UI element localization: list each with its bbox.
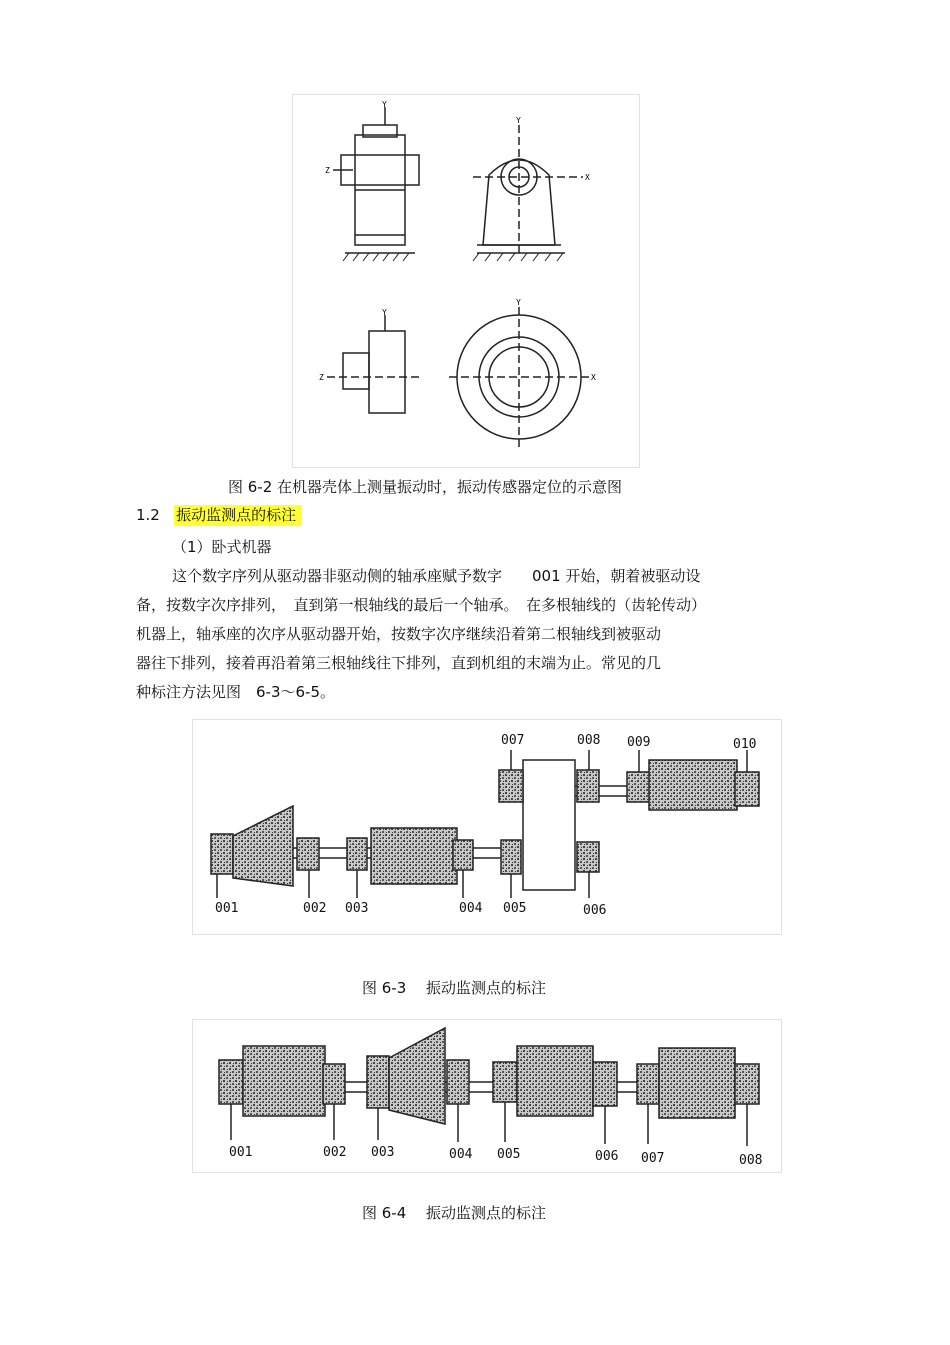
figure-6-2 [292,94,640,468]
label-6-4-006: 006 [595,1149,619,1164]
driver-machine [243,1046,325,1116]
label-6-3-009: 009 [627,735,651,750]
axis-label-z-3: Z [319,373,324,382]
axis-label-z-1: Z [325,166,330,175]
axis-label-y-4: Y [516,298,521,307]
bearing-003 [347,838,367,870]
axis-label-y-3: Y [382,308,387,317]
bearing-6-4-008 [735,1064,759,1104]
driven-machine-2 [649,760,737,810]
bearing-004 [453,840,473,870]
bearing-001 [211,834,233,874]
label-6-4-001: 001 [229,1145,253,1160]
label-6-3-007: 007 [501,733,525,748]
driven-machine-6-4-b [659,1048,735,1118]
label-6-4-008: 008 [739,1153,763,1168]
label-6-3-002: 002 [303,901,327,916]
axis-label-x-4: X [591,373,596,382]
paragraph-line-5: 种标注方法见图 6-3～6-5。 [136,683,336,701]
driven-machine-1 [371,828,457,884]
label-6-4-002: 002 [323,1145,347,1160]
bearing-6-4-004 [447,1060,469,1104]
axis-label-y-1: Y [382,100,387,109]
bearing-005 [501,840,521,874]
paragraph-line-2: 备，按数字次序排列， 直到第一根轴线的最后一个轴承。 在多根轴线的（齿轮传动） [136,596,707,614]
figure-6-3-caption: 图 6-3 振动监测点的标注 [362,979,547,997]
label-6-3-008: 008 [577,733,601,748]
paragraph-line-3: 机器上，轴承座的次序从驱动器开始，按数字次序继续沿着第二根轴线到被驱动 [136,625,662,643]
bearing-008 [577,770,599,802]
gearbox [523,760,575,890]
label-6-3-004: 004 [459,901,483,916]
label-6-3-003: 003 [345,901,369,916]
label-6-4-004: 004 [449,1147,473,1162]
machine-train-diagram-6-4 [193,1020,781,1172]
section-number: 1.2 [136,506,160,524]
bearing-6-4-007 [637,1064,659,1104]
driven-machine-6-4-a [517,1046,593,1116]
label-6-4-005: 005 [497,1147,521,1162]
tapered-machine-6-4 [389,1028,445,1124]
figure-6-2-caption: 图 6-2 在机器壳体上测量振动时，振动传感器定位的示意图 [228,478,623,496]
motor-tapered [233,806,293,886]
bearing-009 [627,772,651,802]
paragraph-line-1: 这个数字序列从驱动器非驱动侧的轴承座赋予数字 001 开始，朝着被驱动设 [172,567,701,585]
bearing-6-4-003 [367,1056,389,1108]
bearing-6-4-002 [323,1064,345,1104]
figure-6-4-caption: 图 6-4 振动监测点的标注 [362,1204,547,1222]
figure-6-4 [192,1019,782,1173]
section-title: 振动监测点的标注 [174,505,302,526]
axis-label-x-2: X [585,173,590,182]
flange-side [369,331,405,413]
bearing-6-4-005 [493,1062,517,1102]
bearing-002 [297,838,319,870]
bearing-007 [499,770,523,802]
label-6-3-006: 006 [583,903,607,918]
bearing-6-4-001 [219,1060,243,1104]
axis-label-y-2: Y [516,116,521,125]
bearing-010 [735,772,759,806]
shaft-stub [343,353,369,389]
paragraph-line-4: 器往下排列，接着再沿着第三根轴线往下排列，直到机组的末端为止。常见的几 [136,654,662,672]
label-6-3-010: 010 [733,737,757,752]
label-6-4-007: 007 [641,1151,665,1166]
label-6-3-001: 001 [215,901,239,916]
figure-6-3 [192,719,782,935]
label-6-3-005: 005 [503,901,527,916]
section-heading [136,502,302,529]
subsection-heading: （1）卧式机器 [172,538,272,556]
bearing-sensor-diagram [293,95,639,467]
bearing-6-4-006 [593,1062,617,1106]
machine-train-diagram-6-3 [193,720,781,934]
bearing-006 [577,842,599,872]
label-6-4-003: 003 [371,1145,395,1160]
